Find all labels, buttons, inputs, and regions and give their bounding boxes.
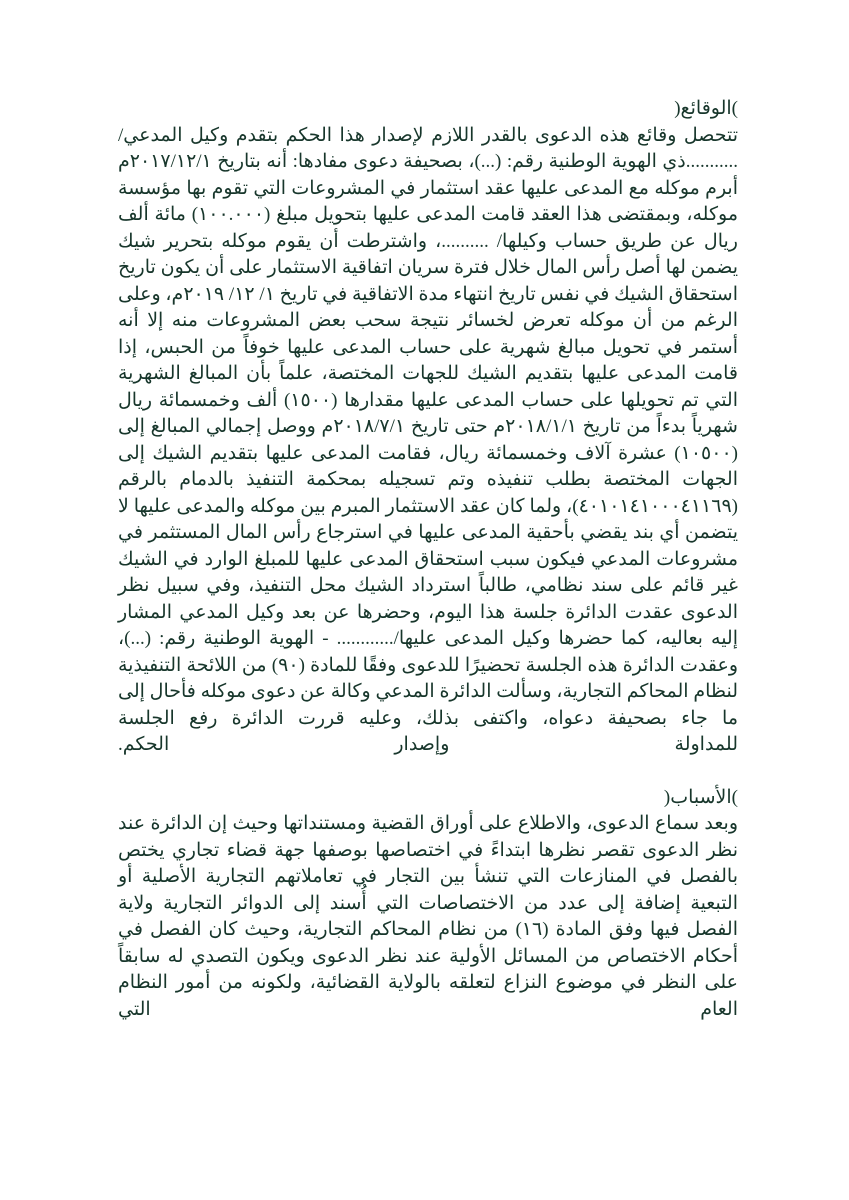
facts-closing-line (118, 732, 738, 759)
closing-word: الحكم. (118, 734, 170, 755)
closing-word: للمداولة (674, 734, 738, 755)
document-body (118, 96, 738, 1023)
closing-word: وإصدار (394, 734, 450, 755)
facts-paragraph: تتحصل وقائع هذه الدعوى بالقدر اللازم لإصدار هذا الحكم بتقدم وكيل المدعي/ ...........ذي الهوية الوطنية رقم: (...)، بصحيفة دعوى مفادها: أنه بتاريخ ٢٠١٧/١٢/١م أبرم موكله مع المدعى عليها عقد استثمار في المشروعات التي تقوم بها مؤسسة موكله، وبمقتضى هذا العقد قامت المدعى عليها بتحويل مبلغ (١٠٠.٠٠٠) مائة ألف ريال عن طريق حساب وكيلها/ ..........، واشترطت أن يقوم موكله بتحرير شيك يضمن لها أصل رأس المال خلال فترة سريان اتفاقية الاستثمار على أن يكون تاريخ استحقاق الشيك في نفس تاريخ انتهاء مدة الاتفاقية في تاريخ ١/ ١٢/ ٢٠١٩م، وعلى الرغم من أن موكله تعرض لخسائر نتيجة سحب بعض المشروعات منه إلا أنه أستمر في تحويل مبالغ شهرية على حساب المدعى عليها خوفاً من الحبس، إذا قامت المدعى عليها بتقديم الشيك للجهات المختصة، علماً بأن المبالغ الشهرية التي تم تحويلها على حساب المدعى عليها مقدارها (١٥٠٠) ألف وخمسمائة ريال شهرياً بدءاً من تاريخ ٢٠١٨/١/١م حتى تاريخ ٢٠١٨/٧/١م ووصل إجمالي المبالغ إلى (١٠٥٠٠) عشرة آلاف وخمسمائة ريال، فقامت المدعى عليها بتقديم الشيك إلى الجهات المختصة بطلب تنفيذه وتم تسجيله بمحكمة التنفيذ بالدمام بالرقم (٤٠١٠١٤١٠٠٠٤١١٦٩)، ولما كان عقد الاستثمار المبرم بين موكله والمدعى عليها لا يتضمن أي بند يقضي بأحقية المدعى عليها في استرجاع رأس المال المستثمر في مشروعات المدعي فيكون سبب استحقاق المدعى عليها للمبلغ الوارد في الشيك غير قائم على سند نظامي، طالباً استرداد الشيك محل التنفيذ، وفي سبيل نظر الدعوى عقدت الدائرة جلسة هذا اليوم، وحضرها عن بعد وكيل المدعي المشار إليه بعاليه، كما حضرها وكيل المدعى عليها/............ - الهوية الوطنية رقم: (...)، وعقدت الدائرة هذه الجلسة تحضيرًا للدعوى وفقًا للمادة (٩٠) من اللائحة التنفيذية لنظام المحاكم التجارية، وسألت الدائرة المدعي وكالة عن دعوى موكله فأحال إلى ما جاء بصحيفة دعواه، واكتفى بذلك، وعليه قررت الدائرة رفع الجلسة (118, 124, 739, 729)
section-heading-facts: )الوقائع( (674, 98, 738, 119)
section-heading-reasons: )الأسباب( (663, 786, 738, 808)
section-spacer (118, 759, 738, 785)
reasons-paragraph: وبعد سماع الدعوى، والاطلاع على أوراق القضية ومستنداتها وحيث إن الدائرة عند نظر الدعوى تقصر نظرها ابتداءً في اختصاصها بوصفها جهة قضاء تجاري يختص بالفصل في المنازعات التي تنشأ بين التجار في تعاملاتهم التجارية الأصلية أو التبعية إضافة إلى عدد من الاختصاصات التي أُسند إلى الدوائر التجارية ولاية الفصل فيها وفق المادة (١٦) من نظام المحاكم التجارية، وحيث كان الفصل في أحكام الاختصاص من المسائل الأولية عند نظر الدعوى ويكون التصدي له سابقاً على النظر في موضوع النزاع لتعلقه بالولاية القضائية، ولكونه من أمور النظام العام التي (118, 813, 738, 1020)
